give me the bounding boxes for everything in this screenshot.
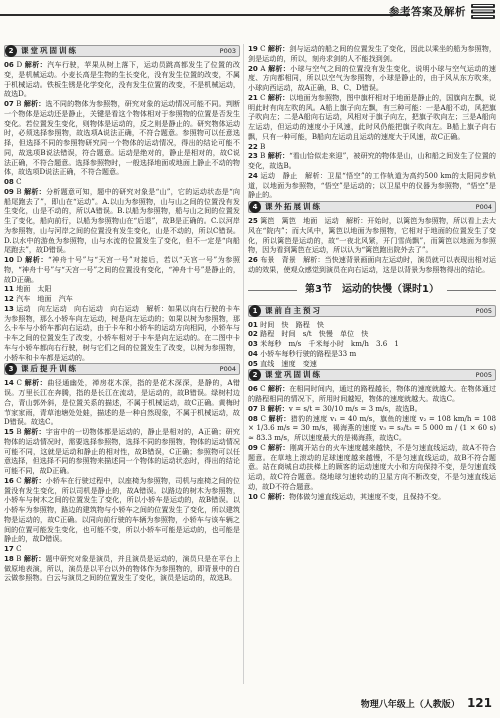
explanation-keyword: 解析： xyxy=(267,92,290,102)
answer-item xyxy=(248,349,496,359)
answer-item xyxy=(248,359,496,369)
answer-item xyxy=(248,255,496,275)
answer-letter: C xyxy=(260,92,266,102)
question-number: 02 xyxy=(248,329,258,339)
question-number: 10 xyxy=(248,491,258,501)
answer-item xyxy=(248,151,496,171)
answer-item xyxy=(248,216,496,255)
question-number: 05 xyxy=(248,358,258,368)
question-number: 06 xyxy=(248,384,258,394)
answer-letter: B xyxy=(16,427,22,436)
question-number: 15 xyxy=(4,427,14,436)
answer-item xyxy=(4,427,240,476)
answer-item xyxy=(4,544,240,554)
question-number: 19 xyxy=(248,44,258,53)
answer-text: 地面 太阳 xyxy=(16,284,52,294)
answer-letter: B xyxy=(260,151,266,161)
section-number: 2 xyxy=(5,45,17,57)
answer-item xyxy=(248,384,496,404)
question-number: 08 xyxy=(248,413,258,423)
question-number: 26 xyxy=(248,255,258,264)
answer-item xyxy=(248,64,496,93)
page-number: 121 xyxy=(466,696,492,710)
section-name: 课堂巩固训练 xyxy=(265,370,322,380)
section-page: P004 xyxy=(475,203,492,211)
answer-item xyxy=(4,187,240,255)
explanation-keyword: 解析： xyxy=(267,151,290,161)
section-number: 1 xyxy=(249,305,261,317)
answer-text: 宇宙中的一切物体都是运动的，静止是相对的，A正确；研究物体的运动情况时，需要选择参照物，选择不同的参照物，物体的运动情况可能不同，这就是运动和静止的相对性，故B错误，C正确；参照物可以任意选择，但选择不同的参照物来描述同一个物体的运动状态时，得出的结论可能不同，故D正确。 xyxy=(4,427,240,475)
answer-item xyxy=(248,414,496,443)
answer-text: 选不同的物体为参照物，研究对象的运动情况可能不同。判断一个物体是运动还是静止，关键是看这个物体相对于参照物的位置是否发生变化。若位置发生变化，则物体是运动的，反之则是静止的。研究物体运动时，必须选择参照物，故选项A说法正确，不符合题意。参照物可以任意选择，但选择不同的参照物研究同一个物体的运动情况，得出的结论可能不同，故选项B说法错误，符合题意。运动是绝对的，静止是相对的，故C说法正确，不符合题意。选择参照物时，一般选择地面或地面上静止不动的物体，故选项D说法正确，不符合题意。 xyxy=(4,99,241,177)
section-number: 4 xyxy=(249,201,261,213)
answer-letter: A xyxy=(260,63,266,73)
answer-text: v = s/t = 30/10 m/s = 3 m/s，故选B。 xyxy=(288,403,422,413)
explanation-keyword: 解析： xyxy=(268,63,291,73)
explanation-keyword: 解析： xyxy=(267,384,290,394)
answer-text: 曲径通幽处，禅房花木深，指的是花木深深，是静的，A错误。万里长江在奔腾，指的是长江在流动，是运动的，故B错误。绿树村边合，青山郭外斜，是位置关系的描述，不属于机械运动，故C正确。黄梅时节家家雨，青草池塘处处蛙，描述的是一种自然现象，不属于机械运动，故D错误。故选C。 xyxy=(4,378,240,427)
answer-text: 在相同时间内，通过的路程越长，物体的速度就越大。在物体通过的路程相同的情况下，所用时间越短，物体的速度就越大。故选C。 xyxy=(248,384,496,403)
answer-item xyxy=(4,294,240,304)
column-divider xyxy=(243,44,244,684)
answer-item xyxy=(4,60,240,99)
question-number: 17 xyxy=(4,544,14,553)
explanation-keyword: 解析： xyxy=(23,553,46,563)
answer-letter: C xyxy=(260,384,266,394)
answer-letter: D xyxy=(16,60,23,69)
answer-text: 运动 向左运动 向右运动 向右运动 解析：如果以向右行驶的卡车为参照物，那么小轿车向左运动，树是向左运动的；如果以树为参照物，那么卡车与小轿车都向右运动，由于卡车和小轿车的运动方向相同，小轿车与卡车之间的位置发生了改变，小轿车相对于卡车是向左运动的。在二图中卡车与小轿车都向右行驶，树与它们之间的位置发生了改变，以树为参照物，小轿车和卡车都是运动的。 xyxy=(4,303,240,362)
answer-text: “神舟十号”与“天宫一号”对接后，若以“天宫一号”为参照物，“神舟十号”与“天宫一号”之间的位置没有变化，“神舟十号”是静止的，故D正确。 xyxy=(4,255,240,284)
answer-letter: B xyxy=(16,553,22,563)
answer-list xyxy=(248,384,496,501)
question-number: 23 xyxy=(248,151,258,161)
answer-text: 运动 静止 解析：卫星“悟空”的工作轨道为高约500 km的太阳同步轨道，以地面为参照物，“悟空”是运动的；以卫星中的仪器为参照物，“悟空”是静止的。 xyxy=(248,170,496,200)
answer-item xyxy=(248,142,496,152)
answer-item xyxy=(4,255,240,284)
lesson-title: 第3节 运动的快慢（课时1） xyxy=(297,279,447,301)
answer-text: 汽车行驶，苹果从树上落下，运动员跳高都发生了位置的改变，是机械运动。小麦长高是生物的生长变化，没有发生位置的改变，不属于机械运动。铁板生锈是化学变化，没有发生位置的改变，不是机械运动，故选D。 xyxy=(4,60,241,99)
question-number: 25 xyxy=(248,216,258,225)
answer-letter: C xyxy=(260,491,266,501)
question-number: 11 xyxy=(4,284,14,294)
question-number: 04 xyxy=(248,348,258,358)
section-page: P005 xyxy=(475,306,492,315)
answer-item xyxy=(4,378,240,427)
answer-letter: C xyxy=(260,413,266,423)
question-number: 13 xyxy=(4,303,14,313)
answer-item xyxy=(4,177,240,187)
explanation-keyword: 解析： xyxy=(24,378,48,388)
section-name: 课外拓展训练 xyxy=(265,202,322,211)
left-column xyxy=(4,44,240,583)
question-number: 24 xyxy=(248,170,258,180)
answer-letter: C xyxy=(16,378,22,388)
answer-item xyxy=(4,554,240,583)
page-footer xyxy=(361,696,492,710)
answer-item xyxy=(248,171,496,200)
explanation-keyword: 解析： xyxy=(25,255,48,264)
answer-item xyxy=(248,93,496,142)
section-header xyxy=(248,201,496,213)
answer-text: 汽车 地面 汽车 xyxy=(16,294,73,303)
section-header xyxy=(248,369,496,381)
question-number: 09 xyxy=(248,442,258,452)
answer-text: 篱笆 篱笆 地面 运动 解析：开始时，以篱笆为参照物，所以看上去大风在“院内”；而大风中，篱笆以地面为参照物，它相对于地面的位置发生了变化，所以篱笆是运动的，故“一夜北风紧，开门雪尚飘”，而篱笆以地面为参照物，因为看到篱笆在运动，所以认为“篱笆跑出院外去了”。 xyxy=(248,216,496,255)
question-number: 21 xyxy=(248,92,258,102)
question-number: 12 xyxy=(4,294,14,303)
answer-letter: B xyxy=(260,403,266,413)
section-name: 课后提升训练 xyxy=(21,364,78,374)
header-title: 参考答案及解析 xyxy=(389,6,466,18)
section-header xyxy=(4,45,240,57)
answer-text: 猎豹的速度 v₁ = 40 m/s，旗鱼的速度 v₂ = 108 km/h = 108 × 1/3.6 m/s = 30 m/s，褐海燕的速度 v₃ = s₃/t₃ = 5 000 m / (1 × 60 s) ≈ 83.3 m/s，所以速度最大的是褐海燕，故选C。 xyxy=(248,413,497,442)
question-number: 07 xyxy=(248,403,258,413)
answer-text: 题中研究对象是演员，并且演员是运动的，演员只是在平台上做原地表演，所以，演员是以平台以外的物体作为参照物的，即背景中的白云做参照物。白云与演员之间的位置发生了变化，演员是运动的，故选B。 xyxy=(4,553,241,583)
question-number: 22 xyxy=(248,141,258,151)
question-number: 09 xyxy=(4,186,14,196)
section-header xyxy=(4,363,240,375)
answer-item xyxy=(4,99,240,177)
answer-text: 刚离开站台的火车速度越来越快，不是匀速直线运动，故A不符合题意。在草地上滚动的足球速度越来越慢，不是匀速直线运动，故B不符合题意。站在商城自动扶梯上的顾客的运动速度大小和方向保持不变，是匀速直线运动，故C符合题意。绕地球匀速转动的卫星方向不断改变，不是匀速直线运动，故D不符合题意。 xyxy=(248,442,497,491)
answer-letter: B xyxy=(260,141,266,151)
answer-list xyxy=(4,60,240,362)
answer-text: 小轿车每秒行驶的路程是33 m xyxy=(260,348,357,358)
section-number: 3 xyxy=(5,363,17,375)
answer-letter: C xyxy=(260,44,266,53)
answer-list xyxy=(248,216,496,275)
answer-item xyxy=(248,404,496,414)
question-number: 10 xyxy=(4,255,14,264)
answer-letter: B xyxy=(16,186,22,196)
explanation-keyword: 解析： xyxy=(24,186,46,196)
answer-text: 米每秒 m/s 千米每小时 km/h 3.6 1 xyxy=(260,339,399,348)
section-page: P003 xyxy=(219,47,236,55)
section-page: P004 xyxy=(219,365,236,374)
footer-book: 物理八年级上（人教版） xyxy=(360,700,460,710)
answer-letter: C xyxy=(16,475,22,485)
explanation-keyword: 解析： xyxy=(23,427,46,436)
answer-letter: D xyxy=(16,255,23,264)
explanation-keyword: 解析： xyxy=(23,99,46,108)
explanation-keyword: 解析： xyxy=(24,475,46,485)
answer-letter: B xyxy=(16,99,22,108)
answer-list xyxy=(248,320,496,369)
answer-text: 小球与空气之间的位置没有发生变化，说明小球与空气运动的速度、方向都相同，所以以空气为参照物，小球是静止的，由于风从东方吹来，小球向西运动，故A正确，B、C、D错误。 xyxy=(248,63,497,92)
answer-item xyxy=(4,304,240,363)
answer-item xyxy=(4,284,240,294)
right-column xyxy=(248,44,496,501)
question-number: 08 xyxy=(4,177,14,186)
question-number: 06 xyxy=(4,60,14,69)
header-rule xyxy=(0,14,410,16)
answer-text: 布景 背景 解析：当快速背景画面向左运动时，演员就可以表现出相对运动的效果，使观众感觉到演员在向右运动，这是以背景为参照物得出的结论。 xyxy=(248,255,496,274)
section-number: 2 xyxy=(249,369,261,381)
answer-item xyxy=(248,492,496,502)
answer-item xyxy=(4,476,240,544)
question-number: 20 xyxy=(248,63,258,73)
answer-item xyxy=(248,329,496,339)
answer-item xyxy=(248,443,496,492)
page-header xyxy=(0,0,500,26)
section-name: 课前自主预习 xyxy=(265,305,322,315)
question-number: 07 xyxy=(4,99,14,108)
answer-text: 剑与运动的船之间的位置发生了变化，因此以乘坐的船为参照物，剑是运动的，所以，刻舟求剑的人不能找到剑。 xyxy=(248,44,496,63)
answer-item xyxy=(248,339,496,349)
question-number: 16 xyxy=(4,475,14,485)
answer-letter: C xyxy=(16,177,22,186)
answer-text: 直线 速度 变速 xyxy=(260,358,317,368)
answer-item xyxy=(248,44,496,64)
books-icon xyxy=(470,2,496,22)
answer-text: 时间 快 路程 快 xyxy=(260,319,324,329)
section-name: 课堂巩固训练 xyxy=(21,46,78,55)
question-number: 14 xyxy=(4,378,14,388)
answer-list xyxy=(248,44,496,200)
answer-text: 小轿车在行驶过程中，以座椅为参照物，司机与座椅之间的位置没有发生变化，所以司机是静止的，故A错误。以路边的树木为参照物，小轿车与树木之间的位置发生了变化，所以小轿车是运动的，故B错误。以小轿车为参照物，路边的建筑物与小轿车之间的位置发生了变化，所以建筑物是运动的，故C正确。以同向前行驶的车辆为参照物，小轿车与该车辆之间的位置可能发生变化，也可能不变，所以小轿车可能是运动的，也可能是静止的，故D错误。 xyxy=(4,475,241,544)
explanation-keyword: 解析： xyxy=(267,44,290,53)
question-number: 01 xyxy=(248,319,258,329)
answer-item xyxy=(248,320,496,330)
lesson-heading xyxy=(248,279,496,301)
answer-text: “看山恰似走来迎”，被研究的物体是山，山和船之间发生了位置的变化，故选B。 xyxy=(248,151,496,170)
section-header xyxy=(248,305,496,317)
answer-text: 分析题意可知，题中的研究对象是“山”，它的运动状态是“向船尾跑去了”，即山在“运动”。A.以山为参照物，山与山之间的位置没有发生变化，山是不动的，所以A错误。B.以船为参照物，船与山之间的位置发生了变化，船向前行，以船为参照物山在“后退”，故B是正确的。C.以河岸为参照物，山与河岸之间的位置没有发生变化，山是不动的，所以C错误。D.以水中的游鱼为参照物，山与水流的位置发生了变化，但不一定是“向船尾跑去”，故D错误。 xyxy=(4,186,241,255)
explanation-keyword: 解析： xyxy=(267,403,289,413)
answer-letter: C xyxy=(16,544,22,553)
answer-letter: C xyxy=(260,442,266,452)
answer-text: 物体做匀速直线运动，其速度不变，且保持不变。 xyxy=(289,491,446,501)
explanation-keyword: 解析： xyxy=(268,442,290,452)
question-number: 18 xyxy=(4,553,14,563)
explanation-keyword: 解析： xyxy=(267,491,290,501)
answer-text: 以地面为参照物，图中旗杆相对于地面是静止的，国旗向左飘，说明此时有向左吹的风。A船上旗子向左飘，有三种可能：一是A船不动，风把旗子吹向左；二是A船向右运动，风相对于旗子向左，把旗子吹向左；三是A船向左运动，但运动的速度小于风速，此时风仍能把旗子吹向左。B船上旗子向右飘，只有一种可能，B船向左运动且运动的速度大于风速，故C正确。 xyxy=(248,92,496,141)
answer-list xyxy=(4,378,240,583)
explanation-keyword: 解析： xyxy=(268,413,291,423)
section-page: P005 xyxy=(475,371,492,380)
explanation-keyword: 解析： xyxy=(24,60,48,69)
answer-text: 路程 时间 s/t 快慢 单位 快 xyxy=(260,329,369,339)
question-number: 03 xyxy=(248,339,258,348)
